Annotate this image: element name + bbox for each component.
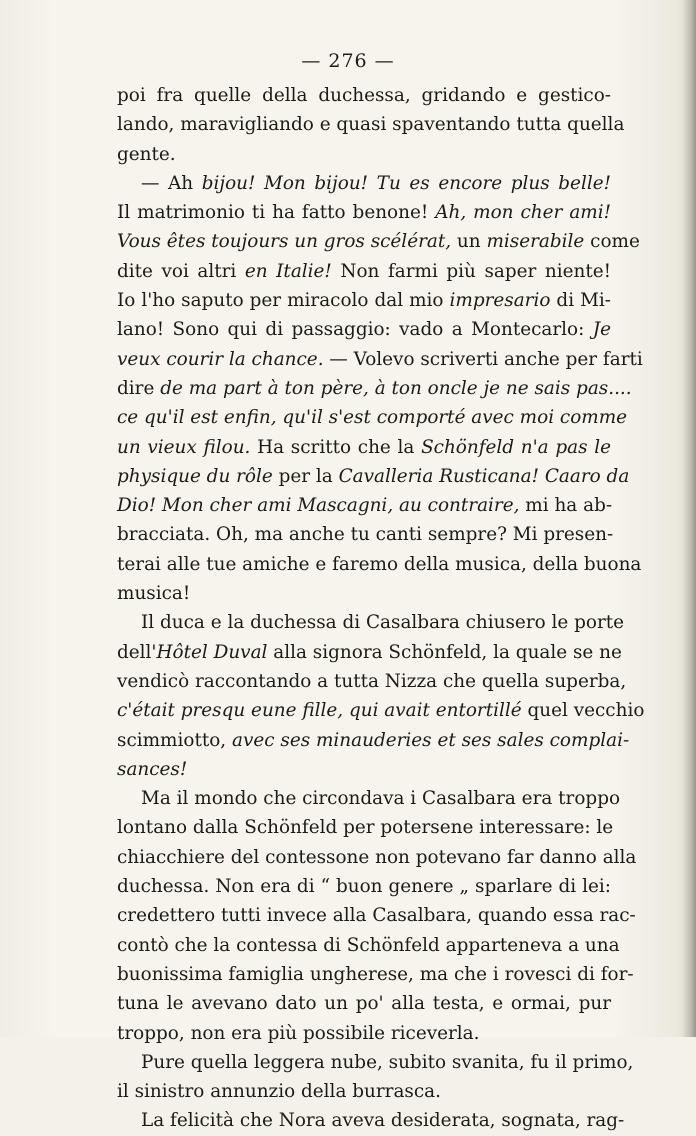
text-line [117,286,611,315]
text-line [117,1077,611,1106]
text-line [117,110,625,139]
text-segment: tuna le avevano dato un po' alla testa, e ormai, pur [117,993,611,1015]
italic-text: Hôtel Duval [156,641,268,663]
text-segment: dell' [117,641,157,663]
text-line [117,726,630,755]
text-line [117,696,645,725]
text-segment: contò che la contessa di Schönfeld apparteneva a una [117,934,620,956]
text-segment: Il matrimonio ti ha fatto benone! [117,202,436,224]
text-line [117,403,628,432]
text-line [117,81,611,110]
text-segment: il sinistro annunzio della burrasca. [117,1081,441,1103]
text-line [117,872,611,901]
text-segment: gente. [117,143,176,165]
text-segment: terai alle tue amiche e faremo della musica, della buona [117,553,642,575]
text-segment: — Volevo scriverti anche per farti [323,348,643,370]
text-segment: Ma il mondo che circondava i Casalbara era troppo [141,788,621,810]
text-segment: lando, maravigliando e quasi spaventando tutta quella [117,114,625,136]
text-segment: come [584,231,640,253]
text-line [117,374,632,403]
text-line [117,315,611,344]
text-line [117,960,634,989]
italic-text: physique du rôle [117,465,273,487]
text-line [117,843,637,872]
text-segment: La felicità che Nora aveva desiderata, sognata, rag- [141,1110,625,1132]
italic-text: un vieux filou. [117,436,251,458]
text-segment: per la [272,465,339,487]
text-line [117,550,642,579]
text-line [117,813,614,842]
italic-text: sances! [117,758,188,780]
text-segment: — Ah [141,172,202,194]
text-line [117,579,611,608]
italic-text: en Italie! [244,260,332,282]
text-line [117,931,620,960]
italic-text: c'était presqu eune fille, qui avait entortillé [117,700,522,722]
text-segment: alla signora Schönfeld, la quale se ne [267,641,622,663]
italic-text: ce qu'il est enfin, qu'il s'est comporté avec moi comme [117,407,628,429]
italic-text: veux courir la chance. [117,348,324,370]
text-segment: Il duca e la duchessa di Casalbara chiusero le porte [141,612,625,634]
text-segment: vendicò raccontando a tutta Nizza che quella superba, [117,670,627,692]
text-line [117,169,611,198]
text-line [117,1106,625,1135]
body-text [117,81,645,1136]
italic-text: Vous êtes toujours un gros scélérat, [117,231,452,253]
text-line [117,227,640,256]
text-line [117,784,621,813]
text-segment: duchessa. Non era di “ buon genere „ sparlare di lei: [117,876,611,898]
text-segment: bracciata. Oh, ma anche tu canti sempre? Mi presen- [117,524,614,546]
text-segment: mi ha ab- [519,495,613,517]
text-line [117,608,625,637]
text-line [117,257,611,286]
italic-text: avec ses minauderies et ses sales complai- [232,729,630,751]
page-number: — 276 — [301,50,395,72]
text-segment: lano! Sono qui di passaggio: vado a Montecarlo: [117,319,593,341]
italic-text: Dio! Mon cher ami Mascagni, au contraire, [117,495,520,517]
text-line [117,901,636,930]
text-line [117,638,622,667]
text-line [117,989,611,1018]
text-segment: musica! [117,583,191,605]
text-line [117,462,630,491]
text-segment: Pure quella leggera nube, subito svanita, fu il primo, [141,1051,634,1073]
italic-text: Schönfeld n'a pas le [421,436,611,458]
italic-text: Je [592,319,611,341]
text-segment: Non farmi più saper niente! [331,260,611,282]
italic-text: impresario [449,290,551,312]
text-line [117,1048,634,1077]
text-segment: buonissima famiglia ungherese, ma che i rovesci di for- [117,963,634,985]
text-segment: dite voi altri [117,260,245,282]
text-segment: quel vecchio [521,700,645,722]
text-line [117,491,611,520]
text-segment: chiacchiere del contessone non potevano far danno alla [117,846,637,868]
text-segment: credettero tutti invece alla Casalbara, quando essa rac- [117,905,636,927]
italic-text: Cavalleria Rusticana! Caaro da [338,465,630,487]
text-segment: scimmiotto, [117,729,232,751]
text-line [117,433,611,462]
text-line [117,1019,611,1048]
text-line [117,520,614,549]
text-segment: poi fra quelle della duchessa, gridando e gestico- [117,85,611,106]
text-segment: Ha scritto che la [250,436,422,458]
page-edge-shadow [682,0,696,1037]
text-line [117,667,627,696]
text-segment: dire [117,377,161,399]
italic-text: de ma part à ton père, à ton oncle je ne sais pas.... [160,377,632,399]
text-segment: un [451,231,487,253]
text-line [117,140,611,169]
text-segment: lontano dalla Schönfeld per potersene interessare: le [117,817,614,839]
text-line [117,345,643,374]
text-line [117,198,611,227]
italic-text: bijou! Mon bijou! Tu es encore plus belle! [201,172,611,194]
italic-text: Ah, mon cher ami! [435,202,611,224]
text-segment: di Mi- [550,290,611,312]
text-segment: Io l'ho saputo per miracolo dal mio [117,290,450,312]
text-segment: troppo, non era più possibile riceverla. [117,1022,480,1044]
italic-text: miserabile [486,231,585,253]
text-line [117,755,611,784]
